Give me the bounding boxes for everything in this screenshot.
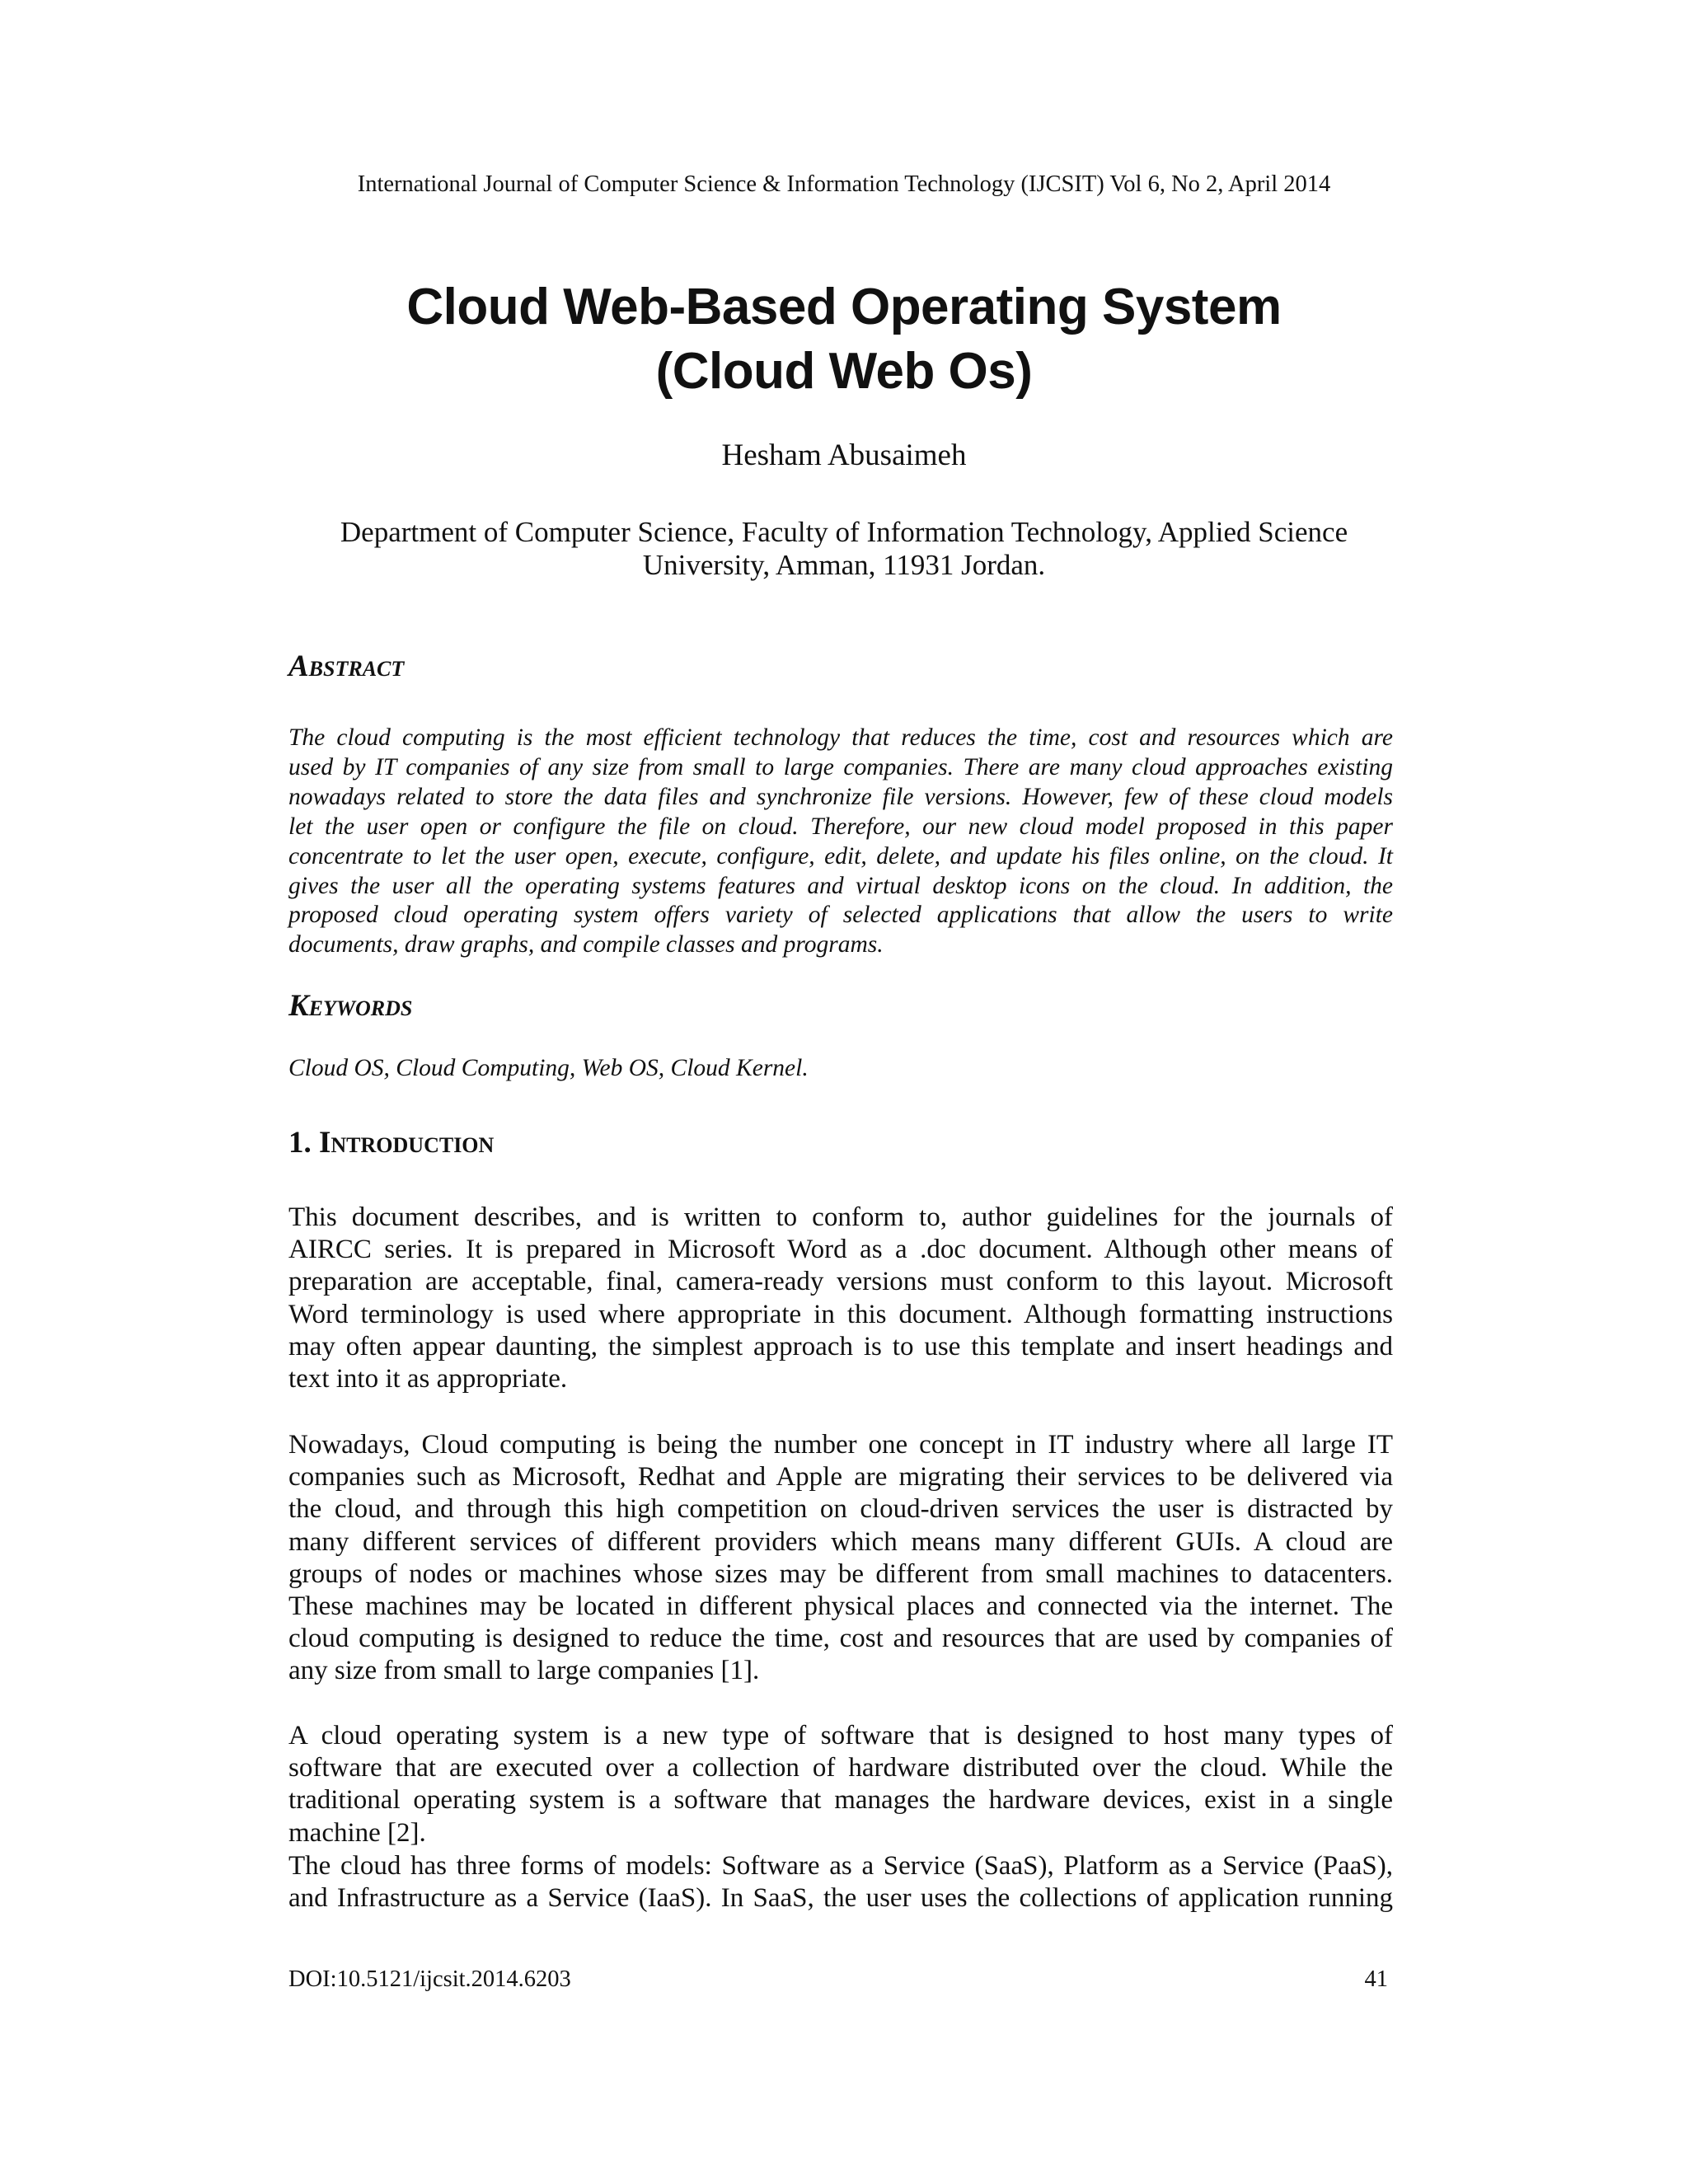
text-line: many different services of different providers which means many different GUIs. A cloud are xyxy=(288,1526,1393,1557)
abstract-line: gives the user all the operating systems features and virtual desktop icons on the cloud. In addition, the xyxy=(288,872,1393,899)
paper-title xyxy=(0,275,1688,404)
running-header: International Journal of Computer Science & Information Technology (IJCSIT) Vol 6, No 2, April 2014 xyxy=(357,171,1331,197)
keywords-text: Cloud OS, Cloud Computing, Web OS, Cloud Kernel. xyxy=(288,1055,809,1081)
text-line: the cloud, and through this high competition on cloud-driven services the user is distracted by xyxy=(288,1494,1393,1525)
affiliation-line-1: Department of Computer Science, Faculty of Information Technology, Applied Science xyxy=(340,516,1348,548)
abstract-line: documents, draw graphs, and compile classes and programs. xyxy=(288,931,884,958)
text-line: cloud computing is designed to reduce the time, cost and resources that are used by companies of xyxy=(288,1624,1393,1654)
text-line: traditional operating system is a software that manages the hardware devices, exist in a single xyxy=(288,1785,1393,1816)
keywords-heading: Keywords xyxy=(288,989,413,1023)
affiliation-line-2: University, Amman, 11931 Jordan. xyxy=(642,549,1046,581)
text-line: machine [2]. xyxy=(288,1817,426,1848)
abstract-line: used by IT companies of any size from small to large companies. There are many cloud approaches existing xyxy=(288,753,1393,780)
introduction-heading: 1. Introduction xyxy=(288,1126,495,1160)
abstract-line: concentrate to let the user open, execute, configure, edit, delete, and update his files online, on the cloud. It xyxy=(288,842,1393,869)
text-line: The cloud has three forms of models: Software as a Service (SaaS), Platform as a Service (PaaS), xyxy=(288,1851,1393,1881)
intro-paragraph-2 xyxy=(288,1429,1393,1688)
author-affiliation xyxy=(0,516,1688,582)
text-line: groups of nodes or machines whose sizes may be different from small machines to datacenters. xyxy=(288,1558,1393,1589)
abstract-body xyxy=(288,724,1393,960)
text-line: and Infrastructure as a Service (IaaS). In SaaS, the user uses the collections of application running xyxy=(288,1883,1393,1914)
text-line: any size from small to large companies [1]. xyxy=(288,1656,760,1686)
text-line: may often appear daunting, the simplest approach is to use this template and insert headings and xyxy=(288,1331,1393,1361)
abstract-heading: Abstract xyxy=(288,649,405,683)
intro-paragraph-3 xyxy=(288,1720,1393,1849)
title-line-1: Cloud Web-Based Operating System xyxy=(406,279,1282,335)
abstract-line: proposed cloud operating system offers variety of selected applications that allow the users to write xyxy=(288,902,1393,929)
text-line: text into it as appropriate. xyxy=(288,1364,568,1394)
text-line: software that are executed over a collection of hardware distributed over the cloud. While the xyxy=(288,1753,1393,1783)
text-line: Nowadays, Cloud computing is being the number one concept in IT industry where all large IT xyxy=(288,1430,1393,1460)
author-name: Hesham Abusaimeh xyxy=(721,438,967,472)
text-line: This document describes, and is written to conform to, author guidelines for the journals of xyxy=(288,1202,1393,1232)
text-line: Word terminology is used where appropriate in this document. Although formatting instructions xyxy=(288,1299,1393,1329)
text-line: companies such as Microsoft, Redhat and Apple are migrating their services to be delivered via xyxy=(288,1462,1393,1493)
intro-paragraph-1 xyxy=(288,1202,1393,1395)
text-line: These machines may be located in different physical places and connected via the internet. The xyxy=(288,1591,1393,1622)
abstract-line: nowadays related to store the data files and synchronize file versions. However, few of these cloud models xyxy=(288,783,1393,810)
text-line: A cloud operating system is a new type of software that is designed to host many types of xyxy=(288,1721,1393,1750)
intro-paragraph-4 xyxy=(288,1850,1393,1915)
abstract-line: let the user open or configure the file on cloud. Therefore, our new cloud model proposed in this paper xyxy=(288,813,1393,840)
text-line: AIRCC series. It is prepared in Microsoft Word as a .doc document. Although other means of xyxy=(288,1235,1393,1265)
title-line-2: (Cloud Web Os) xyxy=(655,343,1033,400)
abstract-line: The cloud computing is the most efficient technology that reduces the time, cost and resources which are xyxy=(288,724,1393,751)
footer-doi: DOI:10.5121/ijcsit.2014.6203 xyxy=(288,1966,571,1992)
text-line: preparation are acceptable, final, camera-ready versions must conform to this layout. Microsoft xyxy=(288,1267,1393,1297)
page-number: 41 xyxy=(1364,1966,1388,1992)
